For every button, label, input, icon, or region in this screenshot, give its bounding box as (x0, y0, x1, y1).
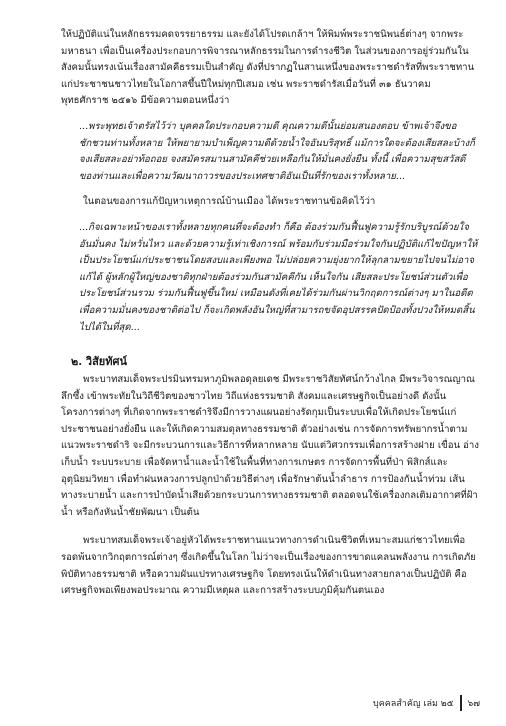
footer-divider (460, 695, 462, 711)
book-title: บุคคลสำคัญ เล่ม ๒๕ (373, 699, 454, 709)
page-number: ๖๗ (467, 699, 480, 709)
body-paragraph: พระบาทสมเด็จพระปรมินทรมหาภูมิพลอดุลยเดช มีพระราชวิสัยทัศน์กว้างไกล มีพระวิจารณญาณลึกซึ้ง เข้าพระทัยในวิถีชีวิตของชาวไทย วิถีแห่งธรรมชาติ สังคมและเศรษฐกิจเป็นอย่างดี ดังนั้น โครงการต่างๆ ที่เกิดจากพระราชดำริจึงมีการวางแผนอย่างรัดกุมเป็นระบบเพื่อให้เกิดประโยชน์แก่ประชาชนอย่างยั่งยืน และให้เกิดความสมดุลทางธรรมชาติ ตัวอย่างเช่น การจัดการทรัพยากรน้ำตามแนวพระราชดำริ จะมีกระบวนการและวิธีการที่หลากหลาย นับแต่วิศวกรรมเพื่อการสร้างฝาย เขื่อน อ่างเก็บน้ำ ระบบระบาย เพื่อจัดหาน้ำและน้ำใช้ในพื้นที่ทางการเกษตร การจัดการพื้นที่ป่า พิสิกส์และอุตุนิยมวิทยา เพื่อทำฝนหลวงการปลูกป่าด้วยวิธีต่างๆ เพื่อรักษาต้นน้ำลำธาร การป้องกันน้ำท่วม เส้นทางระบายน้ำ และการบำบัดน้ำเสียด้วยกระบวนการทางธรรมชาติ ตลอดจนใช้เครื่องกลเติมอากาศที่ฝ้าน้ำ หรือกังหันน้ำชัยพัฒนา เป็นต้น (61, 374, 479, 518)
section-heading: ๒. วิสัยทัศน์ (71, 355, 127, 369)
royal-speech-quote: ...กิจเฉพาะหน้าของเราทั้งหลายทุกคนที่จะต้องทำ ก็คือ ต้องร่วมกันฟื้นฟูความรู้รักบริบูรณ์ด้วยใจอันมั่นคง ไม่หวั่นไหว และด้วยความรู้เท่าเชิงการณ์ พร้อมกับร่วมมือร่วมใจกันปฏิบัติแก้ไขปัญหาให้เป็นประโยชน์แก่ประชาชนโดยสงบและเพียงพอ ไม่ปล่อยความยุ่งยากให้ลุกลามขยายไปจนไม่อาจแก้ได้ ผู้หลักผู้ใหญ่ของชาติทุกฝ่ายต้องร่วมกันสามัคคีกัน เห็นใจกัน เสียสละประโยชน์ส่วนตัวเพื่อประโยชน์ส่วนรวม ร่วมกันฟื้นฟูขึ้นใหม่ เหมือนดังที่เคยได้ร่วมกันผ่านวิกฤตการณ์ต่างๆ มาในอดีต เพื่อความมั่นคงของชาติต่อไป ก็จะเกิดพลังอันใหญ่ที่สามารถขจัดอุปสรรคปัดป้องทั้งปวงให้หมดสิ้นไปได้ในที่สุด... (79, 221, 478, 333)
page-footer (373, 695, 480, 711)
body-paragraph: ให้ปฏิบัติแน่ในหลักธรรมคดจรรยาธรรม และยังได้โปรดเกล้าฯ ให้พิมพ์พระราชนิพนธ์ต่างๆ จากพระมหาธนา เพื่อเป็นเครื่องประกอบการพิจารณาหลักธรรมในการดำรงชีวิต ในส่วนของการอยู่ร่วมกันในสังคมนั้นทรงเน้นเรื่องสามัคคีธรรมเป็นสำคัญ ดังที่ปรากฏในสานเหนึ่งของพระราชดำรัสที่พระราชทานแก่ประชาชนชาวไทยในโอกาสขึ้นปีใหม่ทุกปีเสมอ เช่น พระราชดำรัสเมื่อวันที่ ๓๑ ธันวาคม พุทธศักราช ๒๕๑๖ มีข้อความตอนหนึ่งว่า (61, 29, 475, 107)
body-paragraph: พระบาทสมเด็จพระเจ้าอยู่หัวได้พระราชทานแนวทางการดำเนินชีวิตที่เหมาะสมแก่ชาวไทยเพื่อรอดพ้นจากวิกฤตการณ์ต่างๆ ซึ่งเกิดขึ้นในโลก ไม่ว่าจะเป็นเรื่องของการขาดแคลนพลังงาน การเกิดภัยพิบัติทางธรรมชาติ หรือความผันแปรทางเศรษฐกิจ โดยทรงเน้นให้ดำเนินทางสายกลางเป็นปฏิบัติ คือเศรษฐกิจพอเพียงพอประมาณ ความมีเหตุผล และการสร้างระบบภูมิคุ้มกันตนเอง (61, 535, 476, 597)
body-paragraph: ในตอนของการแก้ปัญหาเหตุการณ์บ้านเมือง ได้พระราชทานข้อคิดไว้ว่า (83, 196, 376, 208)
royal-speech-quote: ...พระพุทธเจ้าตรัสไว้ว่า บุคคลใดประกอบความดี คุณความดีนั้นย่อมสนองตอบ ข้าพเจ้าจึงขอชักชวนท่านทั้งหลาย ให้พยายามบำเพ็ญความดีด้วยน้ำใจอันบริสุทธิ์ แม้การใดจะต้องเสียสละบ้างก็จงเสียสละอย่าท้อถอย จงสมัครสมานสามัคคีช่วยเหลือกันให้มั่นคงยั่งยืน ทั้งนี้ เพื่อความสุขสวัสดีของท่านและเพื่อความวัฒนาถาวรของประเทศชาติอันเป็นที่รักของเราทั้งหลาย... (79, 120, 475, 182)
